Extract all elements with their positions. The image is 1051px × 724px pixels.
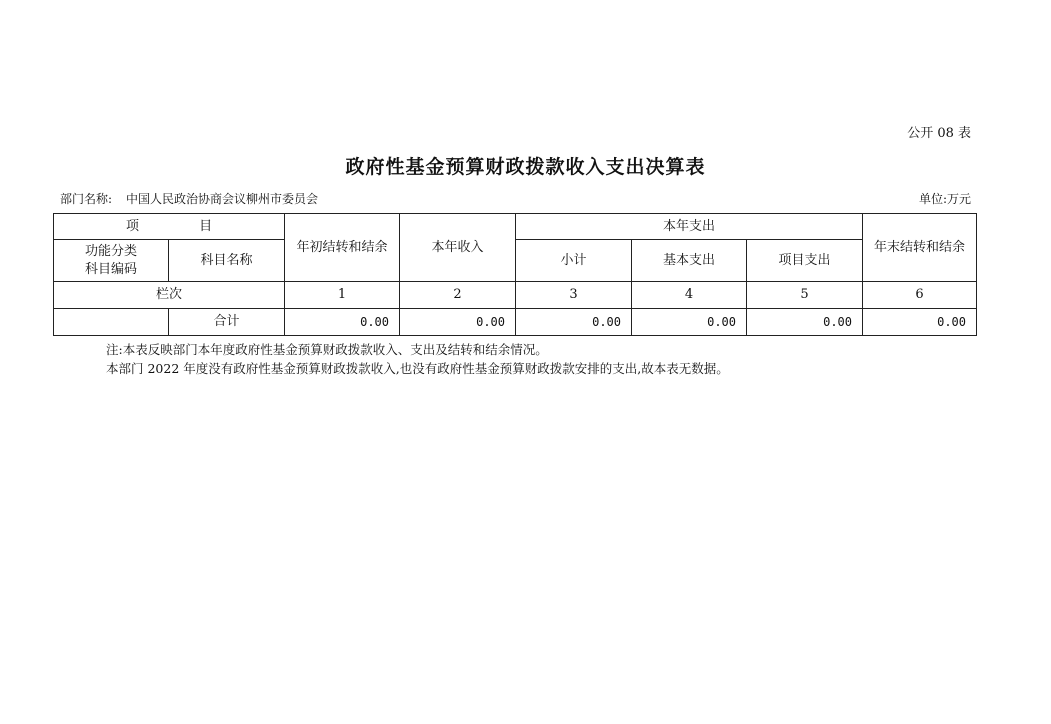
col-number: 5 <box>747 282 863 309</box>
header-func-code: 功能分类 科目编码 <box>54 240 169 282</box>
unit-label: 单位:万元 <box>918 192 971 206</box>
total-value: 0.00 <box>747 309 863 336</box>
department-info <box>60 190 318 207</box>
total-value: 0.00 <box>863 309 977 336</box>
department-name: 中国人民政治协商会议柳州市委员会 <box>126 192 319 206</box>
table-row-total <box>54 309 977 336</box>
total-value: 0.00 <box>632 309 747 336</box>
total-value: 0.00 <box>285 309 400 336</box>
col-number: 2 <box>400 282 516 309</box>
department-label: 部门名称: <box>60 192 113 206</box>
total-label: 合计 <box>169 309 285 336</box>
empty-cell <box>54 309 169 336</box>
header-expenditure: 本年支出 <box>516 214 863 240</box>
row-index-label: 栏次 <box>54 282 285 309</box>
col-number: 1 <box>285 282 400 309</box>
header-project-expenditure: 项目支出 <box>747 240 863 282</box>
header-item: 项 目 <box>54 214 285 240</box>
header-end-balance: 年末结转和结余 <box>863 214 977 282</box>
note-text: 本部门 2022 年度没有政府性基金预算财政拨款收入,也没有政府性基金预算财政拨款安排的支出,故本表无数据。 <box>106 361 729 376</box>
header-basic-expenditure: 基本支出 <box>632 240 747 282</box>
col-number: 3 <box>516 282 632 309</box>
header-income: 本年收入 <box>400 214 516 282</box>
form-number: 公开 08 表 <box>907 126 971 141</box>
col-number: 4 <box>632 282 747 309</box>
total-value: 0.00 <box>400 309 516 336</box>
header-subtotal: 小计 <box>516 240 632 282</box>
table-row-index <box>54 282 977 309</box>
note-text: 注:本表反映部门本年度政府性基金预算财政拨款收入、支出及结转和结余情况。 <box>106 342 548 357</box>
col-number: 6 <box>863 282 977 309</box>
total-value: 0.00 <box>516 309 632 336</box>
header-subject-name: 科目名称 <box>169 240 285 282</box>
header-begin-balance: 年初结转和结余 <box>285 214 400 282</box>
notes <box>0 340 729 378</box>
page-title: 政府性基金预算财政拨款收入支出决算表 <box>345 156 706 178</box>
budget-table <box>53 213 977 336</box>
